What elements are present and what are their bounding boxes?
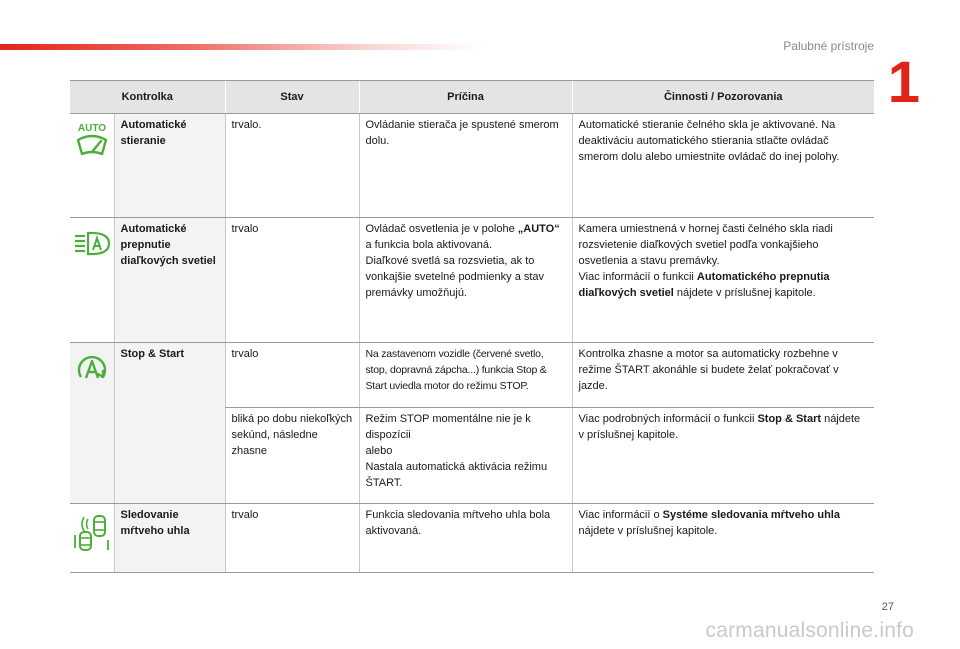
table-header-row	[70, 81, 874, 114]
action-cell: Automatické stieranie čelného skla je aktivované. Na deaktiváciu automatického stierania stlačte ovládač smerom dolu alebo umiestnite ovládač do inej polohy.	[572, 114, 874, 218]
table-row	[70, 504, 874, 573]
cause-text: Nastala automatická aktivácia režimu ŠTART.	[365, 461, 548, 489]
action-cell: Kontrolka zhasne a motor sa automaticky rozbehne v režime ŠTART akonáhle si budete želať pokračovať v jazde.	[572, 343, 874, 408]
column-header-cinnosti: Činnosti / Pozorovania	[572, 81, 874, 114]
cause-text-bold: „AUTO“	[517, 223, 560, 235]
action-cell	[572, 408, 874, 504]
cause-cell	[359, 408, 572, 504]
cause-text: Ovládač osvetlenia je v polohe	[365, 223, 518, 235]
blind-spot-icon	[72, 510, 112, 559]
cause-text: Režim STOP momentálne nie je k dispozícii	[365, 413, 531, 441]
cause-cell	[359, 218, 572, 343]
cause-text: a funkcia bola aktivovaná.	[365, 239, 493, 251]
action-cell	[572, 504, 874, 573]
action-text-bold: Automatického prepnutia diaľkových svetiel	[578, 271, 830, 299]
status-cell: bliká po dobu niekoľkých sekúnd, následne zhasne	[225, 408, 359, 504]
table-row	[70, 114, 874, 218]
status-cell: trvalo	[225, 504, 359, 573]
action-text: Viac podrobných informácií o funkcii	[578, 413, 758, 425]
auto-high-beam-icon	[72, 224, 112, 269]
warning-name: Sledovanie mŕtveho uhla	[114, 504, 225, 573]
status-cell: trvalo	[225, 218, 359, 343]
status-cell: trvalo.	[225, 114, 359, 218]
chapter-number: 1	[887, 50, 920, 115]
svg-text:AUTO: AUTO	[77, 123, 107, 134]
header-accent-bar	[0, 44, 480, 50]
watermark: carmanualsonline.info	[705, 619, 914, 642]
action-text-bold: Stop & Start	[757, 413, 822, 425]
icon-cell	[70, 218, 114, 343]
icon-cell	[70, 343, 114, 504]
warning-lights-table	[70, 80, 874, 573]
cause-cell: Funkcia sledovania mŕtveho uhla bola aktivovaná.	[359, 504, 572, 573]
action-text: nájdete v príslušnej kapitole.	[673, 287, 816, 299]
table-row	[70, 218, 874, 343]
cause-text: alebo	[365, 445, 393, 457]
action-text: Viac informácií o funkcii	[578, 271, 697, 283]
cause-text: Diaľkové svetlá sa rozsvietia, ak to vonkajšie svetelné podmienky a stav premávky umožňujú.	[365, 255, 545, 299]
action-text: Kamera umiestnená v hornej časti čelného skla riadi rozsvietenie diaľkových svetiel podľa vonkajšieho osvetlenia a stavu premávky.	[578, 223, 833, 267]
table-row	[70, 343, 874, 408]
icon-cell	[70, 114, 114, 218]
status-cell: trvalo	[225, 343, 359, 408]
column-header-stav: Stav	[225, 81, 359, 114]
action-cell	[572, 218, 874, 343]
action-text: Viac informácií o	[578, 509, 663, 521]
cause-cell: Na zastavenom vozidle (červené svetlo, stop, dopravná zápcha...) funkcia Stop & Start uviedla motor do režimu STOP.	[359, 343, 572, 408]
icon-cell	[70, 504, 114, 573]
section-title: Palubné prístroje	[783, 39, 874, 53]
cause-cell: Ovládanie stierača je spustené smerom dolu.	[359, 114, 572, 218]
warning-name: Stop & Start	[114, 343, 225, 504]
action-text: nájdete v príslušnej kapitole.	[578, 413, 861, 441]
action-text: nájdete v príslušnej kapitole.	[578, 525, 718, 537]
page-number: 27	[881, 601, 894, 613]
column-header-kontrolka: Kontrolka	[70, 81, 225, 114]
action-text-bold: Systéme sledovania mŕtveho uhla	[662, 509, 840, 521]
warning-name: Automatické prepnutie diaľkových svetiel	[114, 218, 225, 343]
column-header-pricina: Príčina	[359, 81, 572, 114]
stop-start-icon	[72, 349, 112, 394]
warning-name: Automatické stieranie	[114, 114, 225, 218]
auto-wiper-icon	[72, 120, 112, 169]
